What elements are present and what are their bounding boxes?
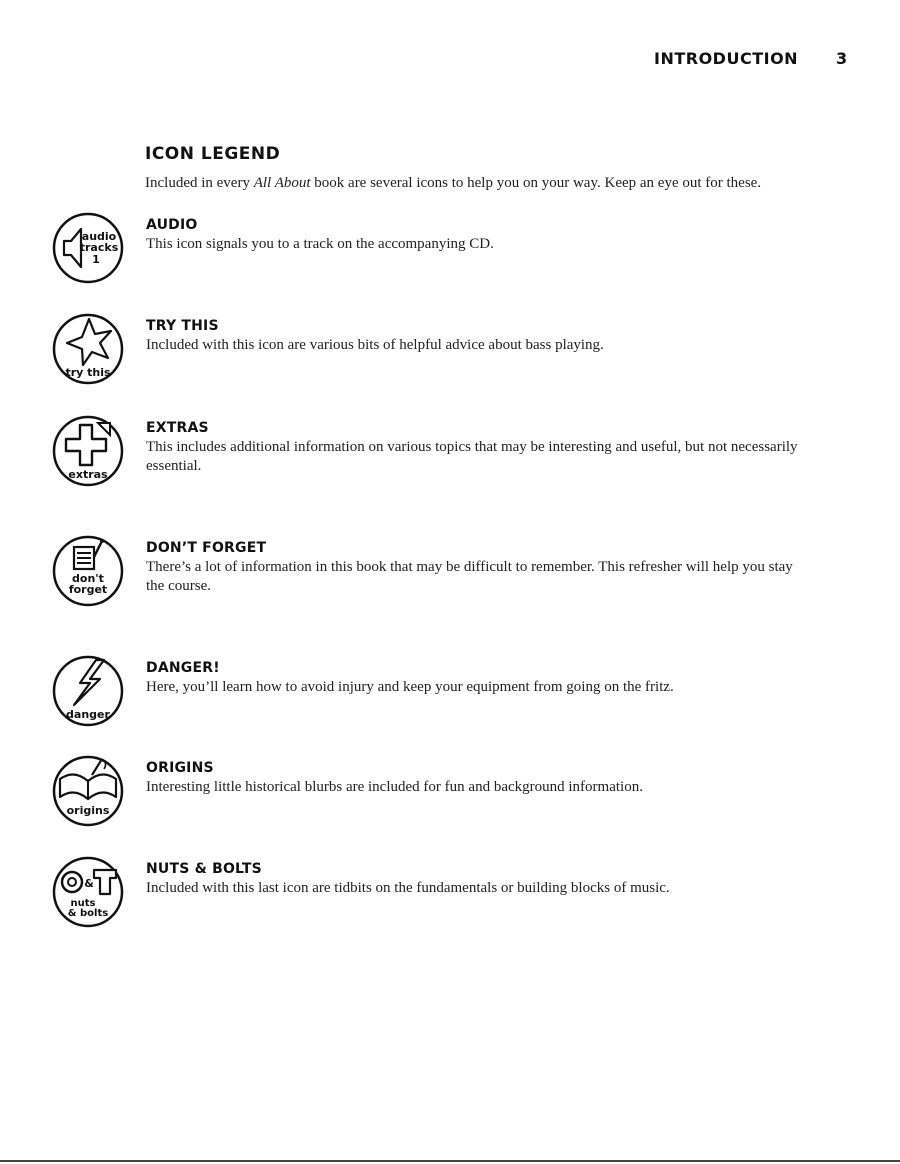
audio-icon <box>52 212 124 284</box>
dont-forget-description: There’s a lot of information in this book that may be difficult to remember. This refresher will help you stay the course. <box>146 559 793 594</box>
svg-text:origins: origins <box>66 804 110 817</box>
plus-icon <box>52 415 124 487</box>
try-this-heading: TRY THIS <box>146 318 219 334</box>
running-head: INTRODUCTION <box>654 49 799 68</box>
extras-heading: EXTRAS <box>146 420 209 436</box>
svg-text:&: & <box>84 877 94 890</box>
extras-description: This includes additional information on various topics that may be interesting and useful, but not necessarily essential. <box>146 439 798 474</box>
notepad-icon <box>52 535 124 607</box>
svg-text:nuts: nuts <box>70 898 96 909</box>
legend-entry-extras <box>0 415 900 505</box>
svg-text:1: 1 <box>92 253 100 266</box>
audio-heading: AUDIO <box>146 217 198 233</box>
intro-paragraph: Included in every All About book are several icons to help you on your way. Keep an eye out for these. <box>145 175 762 191</box>
svg-text:danger: danger <box>66 708 110 721</box>
nuts-bolts-description: Included with this last icon are tidbits on the fundamentals or building blocks of music. <box>146 880 670 896</box>
svg-text:audio: audio <box>81 230 117 243</box>
book-series-name: All About <box>253 175 311 191</box>
svg-text:forget: forget <box>68 583 108 596</box>
legend-entry-origins <box>0 755 900 845</box>
legend-entry-dont-forget <box>0 535 900 625</box>
nuts-bolts-heading: NUTS & BOLTS <box>146 861 262 877</box>
origins-heading: ORIGINS <box>146 760 214 776</box>
origins-description: Interesting little historical blurbs are included for fun and background information. <box>146 779 643 795</box>
try-this-description: Included with this icon are various bits of helpful advice about bass playing. <box>146 337 604 353</box>
svg-text:extras: extras <box>68 468 108 481</box>
svg-text:tracks: tracks <box>79 241 119 254</box>
nut-bolt-icon <box>52 856 124 928</box>
svg-text:don't: don't <box>72 572 104 585</box>
dont-forget-heading: DON’T FORGET <box>146 540 267 556</box>
audio-description: This icon signals you to a track on the accompanying CD. <box>146 236 494 252</box>
danger-description: Here, you’ll learn how to avoid injury and keep your equipment from going on the fritz. <box>146 679 674 695</box>
section-title: ICON LEGEND <box>145 144 281 164</box>
svg-text:& bolts: & bolts <box>67 908 109 919</box>
legend-entry-danger <box>0 655 900 745</box>
page-bottom-rule <box>0 1160 900 1162</box>
page-number: 3 <box>836 49 848 68</box>
legend-entry-audio <box>0 212 900 302</box>
lightning-icon <box>52 655 124 727</box>
star-icon <box>52 313 124 385</box>
svg-text:try this: try this <box>65 366 111 379</box>
legend-entry-nuts-bolts <box>0 856 900 946</box>
danger-heading: DANGER! <box>146 660 220 676</box>
legend-entry-try-this <box>0 313 900 403</box>
open-book-icon <box>52 755 124 827</box>
